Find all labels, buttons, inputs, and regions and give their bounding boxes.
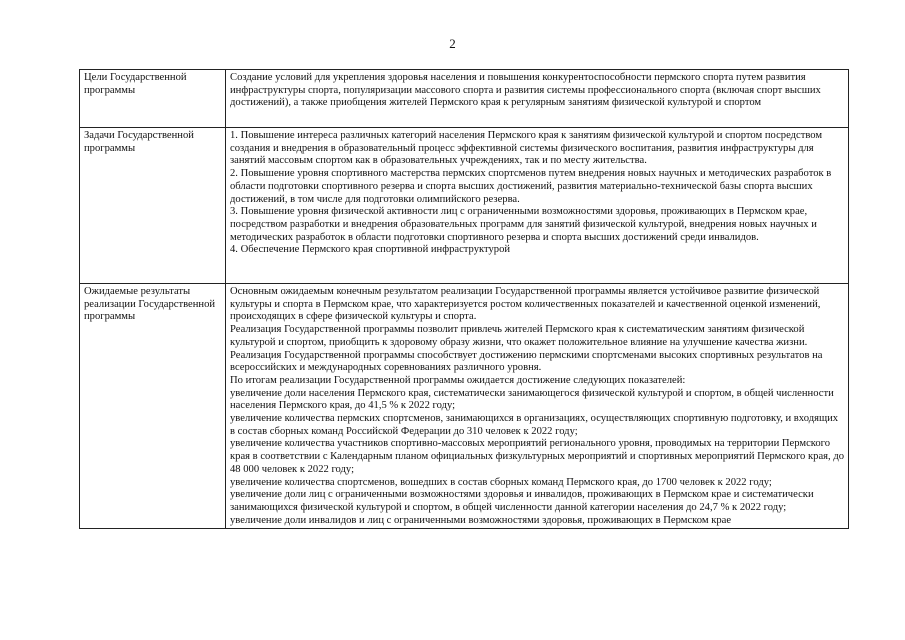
table-row-tasks <box>80 128 849 284</box>
row-content-tasks: 1. Повышение интереса различных категорий населения Пермского края к занятиям физической культурой и спортом посредством создания и внедрения в образовательный процесс эффективной системы физического воспитания, развития инфраструктуры для занятий массовым спортом как в образовательных учреждениях, так и по месту жительства. 2. Повышение уровня спортивного мастерства пермских спортсменов путем внедрения новых научных и методических разработок в области подготовки спортивного резерва и спорта высших достижений, развития материально-технической базы спорта высших достижений, в том числе для подготовки олимпийского резерва. 3. Повышение уровня физической активности лиц с ограниченными возможностями здоровья, проживающих в Пермском крае, посредством разработки и внедрения образовательных программ для занятий физической культурой, внедрения новых научных и методических разработок в области подготовки спортивного резерва и спорта высших достижений среди инвалидов. 4. Обеспечение Пермского края спортивной инфраструктурой <box>226 128 849 284</box>
row-content-results: Основным ожидаемым конечным результатом реализации Государственной программы является устойчивое развитие физической культуры и спорта в Пермском крае, что характеризуется ростом количественных показателей и качественной оценкой изменений, происходящих в сфере физической культуры и спорта. Реализация Государственной программы позволит привлечь жителей Пермского края к систематическим занятиям физической культурой и спортом, приобщить к здоровому образу жизни, что окажет положительное влияние на улучшение качества жизни. Реализация Государственной программы способствует достижению пермскими спортсменами высоких спортивных результатов на всероссийских и международных соревнованиях различного уровня. По итогам реализации Государственной программы ожидается достижение следующих показателей: увеличение доли населения Пермского края, систематически занимающегося физической культурой и спортом, в общей численности населения Пермского края, до 41,5 % к 2022 году; увеличение количества пермских спортсменов, занимающихся в организациях, осуществляющих спортивную подготовку, и входящих в состав сборных команд Российской Федерации до 310 человек к 2022 году; увеличение количества участников спортивно-массовых мероприятий регионального уровня, проводимых на территории Пермского края в соответствии с Календарным планом официальных физкультурных мероприятий и спортивных мероприятий Пермского края, до 48 000 человек к 2022 году; увеличение количества спортсменов, вошедших в состав сборных команд Пермского края, до 1700 человек к 2022 году; увеличение доли лиц с ограниченными возможностями здоровья и инвалидов, проживающих в Пермском крае и систематически занимающихся физической культурой и спортом, в общей численности данной категории населения до 24,7 % к 2022 году; увеличение доли инвалидов и лиц с ограниченными возможностями здоровья, проживающих в Пермском крае <box>226 284 849 529</box>
row-content-goals: Создание условий для укрепления здоровья населения и повышения конкурентоспособности пермского спорта путем развития инфраструктуры спорта, популяризации массового спорта и развития системы профессионального спорта (включая спорт высших достижений), а также приобщения жителей Пермского края к регулярным занятиям физической культурой и спортом <box>226 70 849 128</box>
table-row-results <box>80 284 849 529</box>
row-label-tasks: Задачи Государственной программы <box>80 128 226 284</box>
program-passport-table <box>79 69 849 529</box>
table-row-goals <box>80 70 849 128</box>
page-number: 2 <box>449 36 456 51</box>
row-label-goals: Цели Государственной программы <box>80 70 226 128</box>
row-label-results: Ожидаемые результаты реализации Государственной программы <box>80 284 226 529</box>
